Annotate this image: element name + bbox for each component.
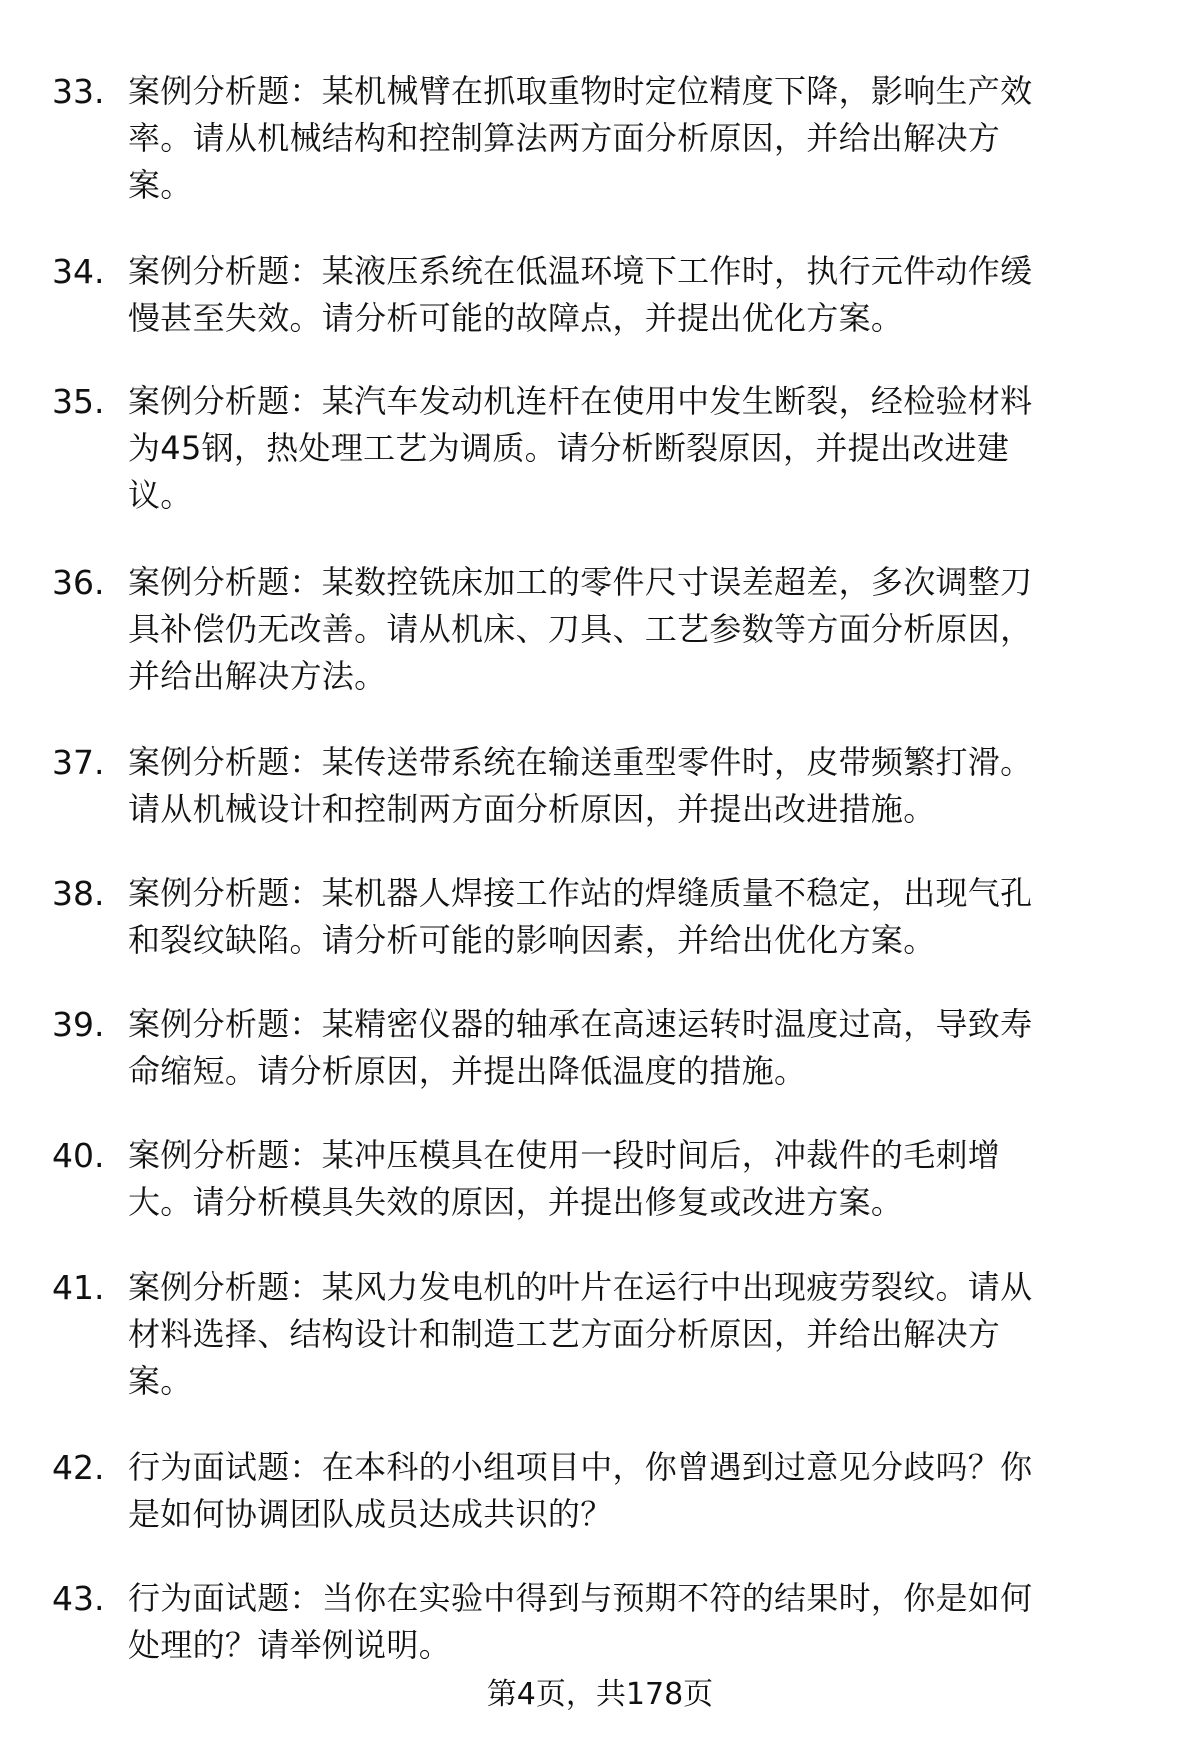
question-text-line: 案例分析题：某风力发电机的叶片在运行中出现疲劳裂纹。请从 — [128, 1268, 1033, 1306]
question-text-line: 案例分析题：某液压系统在低温环境下工作时，执行元件动作缓 — [128, 252, 1033, 290]
question-number: 38. — [52, 874, 105, 913]
page-footer: 第4页，共178页 — [486, 1677, 714, 1712]
question-text-line: 案例分析题：某精密仪器的轴承在高速运转时温度过高，导致寿 — [128, 1005, 1033, 1043]
question-text-line: 案例分析题：某汽车发动机连杆在使用中发生断裂，经检验材料 — [128, 382, 1033, 420]
question-text-line: 命缩短。请分析原因，并提出降低温度的措施。 — [128, 1052, 807, 1090]
question-number: 36. — [52, 563, 105, 602]
question-text-line: 是如何协调团队成员达成共识的？ — [128, 1495, 613, 1533]
question-number: 37. — [52, 743, 105, 782]
question-text-line: 为45钢，热处理工艺为调质。请分析断裂原因，并提出改进建 — [128, 429, 1010, 467]
question-text-line: 处理的？请举例说明。 — [128, 1626, 452, 1664]
question-text-line: 案例分析题：某数控铣床加工的零件尺寸误差超差，多次调整刀 — [128, 563, 1033, 601]
question-text-line: 案例分析题：某机械臂在抓取重物时定位精度下降，影响生产效 — [128, 72, 1033, 110]
question-text-line: 行为面试题：在本科的小组项目中，你曾遇到过意见分歧吗？你 — [128, 1448, 1033, 1486]
question-number: 42. — [52, 1448, 105, 1487]
question-number: 40. — [52, 1136, 105, 1175]
question-text-line: 案例分析题：某传送带系统在输送重型零件时，皮带频繁打滑。 — [128, 743, 1033, 781]
question-number: 35. — [52, 382, 105, 421]
question-number: 41. — [52, 1268, 105, 1307]
question-number: 39. — [52, 1005, 105, 1044]
question-text-line: 并给出解决方法。 — [128, 657, 387, 695]
question-text-line: 案。 — [128, 166, 193, 204]
question-text-line: 行为面试题：当你在实验中得到与预期不符的结果时，你是如何 — [128, 1579, 1033, 1617]
question-number: 43. — [52, 1579, 105, 1618]
question-number: 34. — [52, 252, 105, 291]
question-text-line: 和裂纹缺陷。请分析可能的影响因素，并给出优化方案。 — [128, 921, 936, 959]
question-text-line: 大。请分析模具失效的原因，并提出修复或改进方案。 — [128, 1183, 904, 1221]
question-text-line: 慢甚至失效。请分析可能的故障点，并提出优化方案。 — [128, 299, 904, 337]
question-text-line: 具补偿仍无改善。请从机床、刀具、工艺参数等方面分析原因， — [128, 610, 1033, 648]
question-number: 33. — [52, 72, 105, 111]
question-text-line: 率。请从机械结构和控制算法两方面分析原因，并给出解决方 — [128, 119, 1001, 157]
question-text-line: 案例分析题：某冲压模具在使用一段时间后，冲裁件的毛刺增 — [128, 1136, 1001, 1174]
question-text-line: 案。 — [128, 1362, 193, 1400]
question-text-line: 议。 — [128, 476, 193, 514]
question-text-line: 案例分析题：某机器人焊接工作站的焊缝质量不稳定，出现气孔 — [128, 874, 1033, 912]
question-text-line: 材料选择、结构设计和制造工艺方面分析原因，并给出解决方 — [128, 1315, 1001, 1353]
question-text-line: 请从机械设计和控制两方面分析原因，并提出改进措施。 — [128, 790, 936, 828]
